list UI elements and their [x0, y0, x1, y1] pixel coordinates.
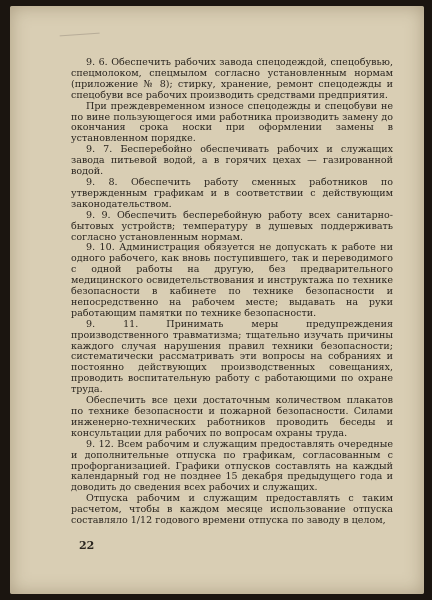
paragraph-9-11-cont: Обеспечить все цехи достаточным количеством плакатов по технике безопасности и пожарной безопасности. Силами инженерно-технических работников проводить беседы и консультации для рабочих по вопросам охраны труда.: [71, 395, 393, 439]
pencil-mark: [60, 33, 101, 47]
paragraph-9-9: 9. 9. Обеспечить бесперебойную работу всех санитарно-бытовых устройств; температуру в душевых поддерживать согласно установленным нормам.: [71, 209, 393, 243]
paragraph-9-7: 9. 7. Бесперебойно обеспечивать рабочих и служащих завода питьевой водой, а в горячих цехах — газированной водой.: [71, 144, 393, 178]
paragraph-9-6-cont: При преждевременном износе спецодежды и спецобуви не по вине пользующегося ими работника производить замену до окончания срока носки при оформлении замены в установленном порядке.: [71, 100, 393, 145]
page-body: [71, 58, 393, 527]
paragraph-9-8: 9. 8. Обеспечить работу сменных работников по утвержденным графикам и в соответствии с действующим законодательством.: [71, 176, 393, 210]
paragraph-9-11: 9. 11. Принимать меры предупреждения производственного травматизма; тщательно изучать причины каждого случая нарушения правил техники безопасности; систематически рассматривать эти вопросы на собраниях и постоянно действующих производственных совещаниях, проводить воспитательную работу с работающими по охране труда.: [71, 318, 393, 396]
paragraph-9-6: 9. 6. Обеспечить рабочих завода спецодеждой, спецобувью, спецмолоком, спецмылом согласно установленным нормам (приложение № 8); стирку, хранение, ремонт спецодежды и спецобуви все рабочих производить средствами предприятия.: [71, 57, 393, 101]
paragraph-9-10: 9. 10. Администрация обязуется не допускать к работе ни одного рабочего, как вновь поступившего, так и переводимого с одной работы на другую, без предварительного медицинского освидетельствования и инструктажа по технике безопасности в кабинете по технике безопасности и непосредственно на рабочем месте; выдавать на руки работающим памятки по технике безопасности.: [71, 242, 393, 319]
paragraph-9-12-cont: Отпуска рабочим и служащим предоставлять с таким расчетом, чтобы в каждом месяце использование отпуска составляло 1/12 годового времени отпуска по заводу в целом,: [71, 493, 393, 527]
page-number: 22: [79, 539, 95, 552]
book-page: [10, 6, 424, 594]
paragraph-9-12: 9. 12. Всем рабочим и служащим предоставлять очередные и дополнительные отпуска по графикам, согласованным с профорганизацией. Графики отпусков составлять на каждый календарный год не позднее 15 декабря предыдущего года и доводить до сведения всех рабочих и служащих.: [71, 438, 393, 494]
